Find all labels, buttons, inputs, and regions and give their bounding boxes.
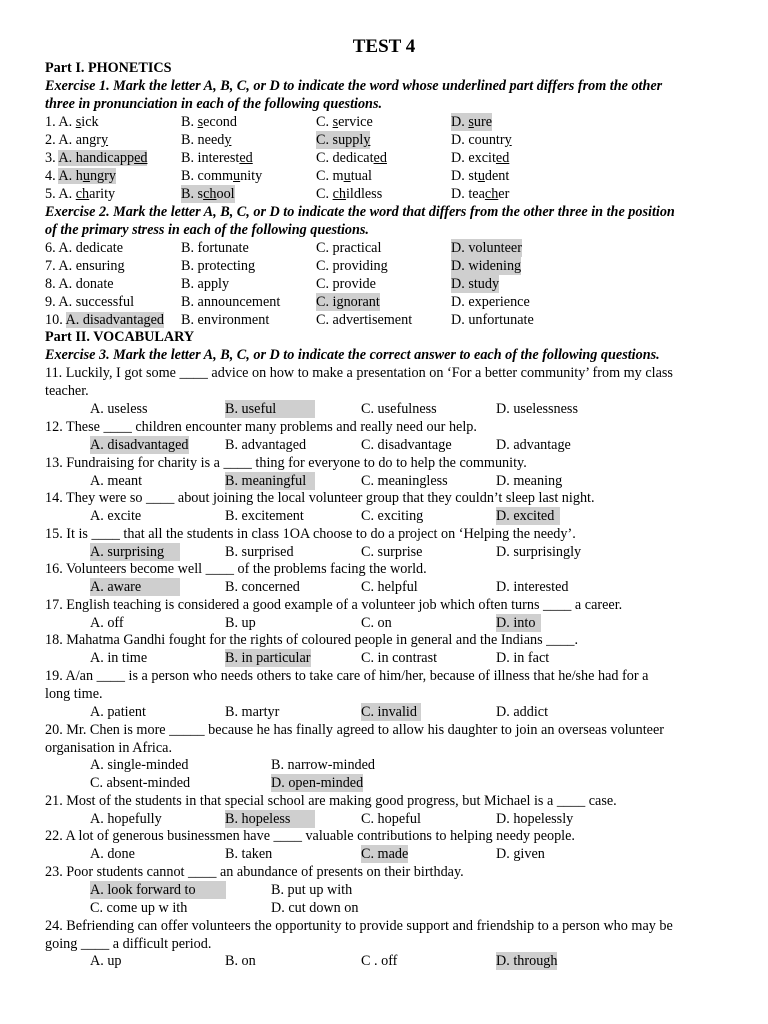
option-10d: D. unfortunate (451, 312, 534, 328)
option-10b: B. environment (181, 312, 270, 328)
question-17-options (45, 614, 725, 632)
option-22b: B. taken (225, 846, 273, 862)
question-18-options (45, 649, 725, 667)
option-15d: D. surprisingly (496, 544, 582, 560)
question-18: 18. Mahatma Gandhi fought for the rights of coloured people in general and the Indians ____. (45, 632, 579, 648)
option-5c: C. childless (316, 186, 383, 202)
option-10a-answer: A. disadvantaged (65, 312, 164, 328)
option-6d-answer: D. volunteer (451, 240, 522, 256)
question-16: 16. Volunteers become well ____ of the problems facing the world. (45, 561, 427, 577)
question-17: 17. English teaching is considered a good example of a volunteer job which often turns ____ a career. (45, 597, 623, 613)
option-2d: D. country (451, 132, 512, 148)
question-24-options (45, 952, 725, 970)
question-24: 24. Befriending can offer volunteers the opportunity to provide support and friendship to a person who may be (45, 918, 673, 934)
option-7b: B. protecting (181, 258, 256, 274)
option-17c: C. on (361, 615, 392, 631)
option-3a-answer: A. handicapped (58, 150, 148, 166)
question-15: 15. It is ____ that all the students in class 1OA choose to do a project on ‘Helping the needy’. (45, 526, 576, 542)
option-23c: C. come up w ith (90, 900, 188, 916)
option-18d: D. in fact (496, 650, 550, 666)
option-14c: C. exciting (361, 508, 424, 524)
option-16c: C. helpful (361, 579, 418, 595)
option-20d-answer: D. open-minded (271, 775, 364, 791)
option-12c: C. disadvantage (361, 437, 452, 453)
question-2: 2. A. angry B. needy C. supply D. country (45, 132, 512, 148)
option-20c: C. absent-minded (90, 775, 191, 791)
option-12a-answer: A. disadvantaged (90, 437, 189, 453)
option-2c-answer: C. supply (316, 132, 371, 148)
option-16a-answer: A. aware (90, 578, 180, 596)
option-1c: C. service (316, 114, 373, 130)
option-20a: A. single-minded (90, 757, 189, 773)
question-12: 12. These ____ children encounter many problems and really need our help. (45, 419, 477, 435)
question-21-options (45, 810, 725, 828)
option-12b: B. advantaged (225, 437, 307, 453)
option-18b-answer: B. in particular (225, 650, 311, 666)
option-4b: B. community (181, 168, 263, 184)
option-1a: sick (75, 114, 99, 130)
question-7: 7. A. ensuring B. protecting C. providing D. widening (45, 258, 522, 274)
option-15c: C. surprise (361, 544, 423, 560)
question-1: 1. A. sick B. second C. service D. sure (45, 114, 492, 130)
option-5b-answer: B. school (181, 186, 235, 202)
option-15a-answer: A. surprising (90, 543, 180, 561)
question-20-cont: organisation in Africa. (45, 740, 173, 756)
option-2a: angry (75, 132, 109, 148)
question-22: 22. A lot of generous businessmen have ____ valuable contributions to helping needy people. (45, 828, 575, 844)
question-13: 13. Fundraising for charity is a ____ thing for everyone to do to help the community. (45, 455, 527, 471)
question-20-options-row1 (45, 756, 725, 774)
question-22-options (45, 845, 725, 863)
option-9d: D. experience (451, 294, 530, 310)
option-18a: A. in time (90, 650, 148, 666)
option-11b-answer: B. useful (225, 400, 315, 418)
option-17d-answer: D. into (496, 614, 541, 632)
option-5d: D. teacher (451, 186, 510, 202)
ex1-instruction-line1: Exercise 1. Mark the letter A, B, C, or D to indicate the word whose underlined part differs from the other (45, 78, 663, 94)
question-19-cont: long time. (45, 686, 103, 702)
option-24a: A. up (90, 953, 122, 969)
option-13a: A. meant (90, 473, 143, 489)
option-6c: C. practical (316, 240, 382, 256)
question-21: 21. Most of the students in that special school are making good progress, but Michael is a ____ case. (45, 793, 617, 809)
option-22c-answer: C. made (361, 846, 409, 862)
question-12-options (45, 436, 725, 454)
option-8c: C. provide (316, 276, 376, 292)
question-11-cont: teacher. (45, 383, 89, 399)
option-4d: D. student (451, 168, 510, 184)
option-9c-answer: C. ignorant (316, 294, 380, 310)
option-24b: B. on (225, 953, 256, 969)
ex2-instruction-line1: Exercise 2. Mark the letter A, B, C, or D to indicate the word that differs from the other three in the position (45, 204, 675, 220)
option-16b: B. concerned (225, 579, 300, 595)
option-11d: D. uselessness (496, 401, 578, 417)
part1-heading: Part I. PHONETICS (45, 60, 172, 76)
ex3-instruction: Exercise 3. Mark the letter A, B, C, or D to indicate the correct answer to each of the following questions. (45, 347, 660, 363)
question-9: 9. A. successful B. announcement C. ignorant D. experience (45, 294, 530, 310)
option-13d: D. meaning (496, 473, 563, 489)
question-16-options (45, 578, 725, 596)
option-17b: B. up (225, 615, 256, 631)
question-23: 23. Poor students cannot ____ an abundance of presents on their birthday. (45, 864, 464, 880)
option-1d-answer: D. sure (451, 114, 492, 130)
option-5a: charity (75, 186, 116, 202)
option-11a: A. useless (90, 401, 148, 417)
option-24d-answer: D. through (496, 953, 558, 969)
option-6b: B. fortunate (181, 240, 249, 256)
option-19d: D. addict (496, 704, 549, 720)
question-8: 8. A. donate B. apply C. provide D. study (45, 276, 500, 292)
question-5: 5. A. charity B. school C. childless D. teacher (45, 186, 510, 202)
option-7c: C. providing (316, 258, 388, 274)
question-19-options (45, 703, 725, 721)
option-19c-answer: C. invalid (361, 703, 421, 721)
question-3: 3. A. handicapped B. interested C. dedicated D. excited (45, 150, 510, 166)
question-11-options (45, 400, 725, 418)
question-15-options (45, 543, 725, 561)
question-23-options-row2 (45, 899, 725, 917)
question-10: 10. A. disadvantaged B. environment C. advertisement D. unfortunate (45, 312, 534, 328)
option-16d: D. interested (496, 579, 569, 595)
option-22d: D. given (496, 846, 545, 862)
option-8d-answer: D. study (451, 276, 500, 292)
option-10c: C. advertisement (316, 312, 413, 328)
option-23b: B. put up with (271, 882, 353, 898)
question-14-options (45, 507, 725, 525)
option-21b-answer: B. hopeless (225, 810, 315, 828)
option-4a-answer: A. hungry (58, 168, 116, 184)
option-3c: C. dedicated (316, 150, 387, 166)
option-23a-answer: A. look forward to (90, 881, 226, 899)
question-6: 6. A. dedicate B. fortunate C. practical D. volunteer (45, 240, 522, 256)
page-title: TEST 4 (352, 36, 416, 57)
option-23d: D. cut down on (271, 900, 359, 916)
question-24-cont: going ____ a difficult period. (45, 936, 212, 952)
option-19b: B. martyr (225, 704, 280, 720)
option-17a: A. off (90, 615, 124, 631)
question-14: 14. They were so ____ about joining the local volunteer group that they couldn’t sleep last night. (45, 490, 595, 506)
option-7d-answer: D. widening (451, 258, 522, 274)
option-13b-answer: B. meaningful (225, 472, 315, 490)
option-1b: B. second (181, 114, 237, 130)
question-20-options-row2 (45, 774, 725, 792)
option-4c: C. mutual (316, 168, 372, 184)
option-15b: B. surprised (225, 544, 294, 560)
part2-heading: Part II. VOCABULARY (45, 329, 195, 345)
option-13c: C. meaningless (361, 473, 448, 489)
option-8b: B. apply (181, 276, 230, 292)
question-20: 20. Mr. Chen is more _____ because he has finally agreed to allow his daughter to join an overseas volunteer (45, 722, 664, 738)
option-21d: D. hopelessly (496, 811, 574, 827)
option-2b: B. needy (181, 132, 232, 148)
option-22a: A. done (90, 846, 135, 862)
question-13-options (45, 472, 725, 490)
question-11: 11. Luckily, I got some ____ advice on how to make a presentation on ‘For a better community’ from my class (45, 365, 673, 381)
option-21c: C. hopeful (361, 811, 421, 827)
option-14d-answer: D. excited (496, 507, 560, 525)
option-14b: B. excitement (225, 508, 304, 524)
option-20b: B. narrow-minded (271, 757, 376, 773)
ex1-instruction-line2: three in pronunciation in each of the following questions. (45, 96, 383, 112)
option-3d: D. excited (451, 150, 510, 166)
question-23-options-row1 (45, 881, 725, 899)
option-11c: C. usefulness (361, 401, 437, 417)
question-19: 19. A/an ____ is a person who needs others to take care of him/her, because of illness that he/she had for a (45, 668, 649, 684)
ex2-instruction-line2: of the primary stress in each of the following questions. (45, 222, 369, 238)
option-3b: B. interested (181, 150, 253, 166)
option-12d: D. advantage (496, 437, 571, 453)
option-24c: C . off (361, 953, 398, 969)
option-9b: B. announcement (181, 294, 281, 310)
option-14a: A. excite (90, 508, 142, 524)
option-19a: A. patient (90, 704, 146, 720)
option-18c: C. in contrast (361, 650, 438, 666)
question-4: 4. A. hungry B. community C. mutual D. student (45, 168, 510, 184)
option-21a: A. hopefully (90, 811, 162, 827)
